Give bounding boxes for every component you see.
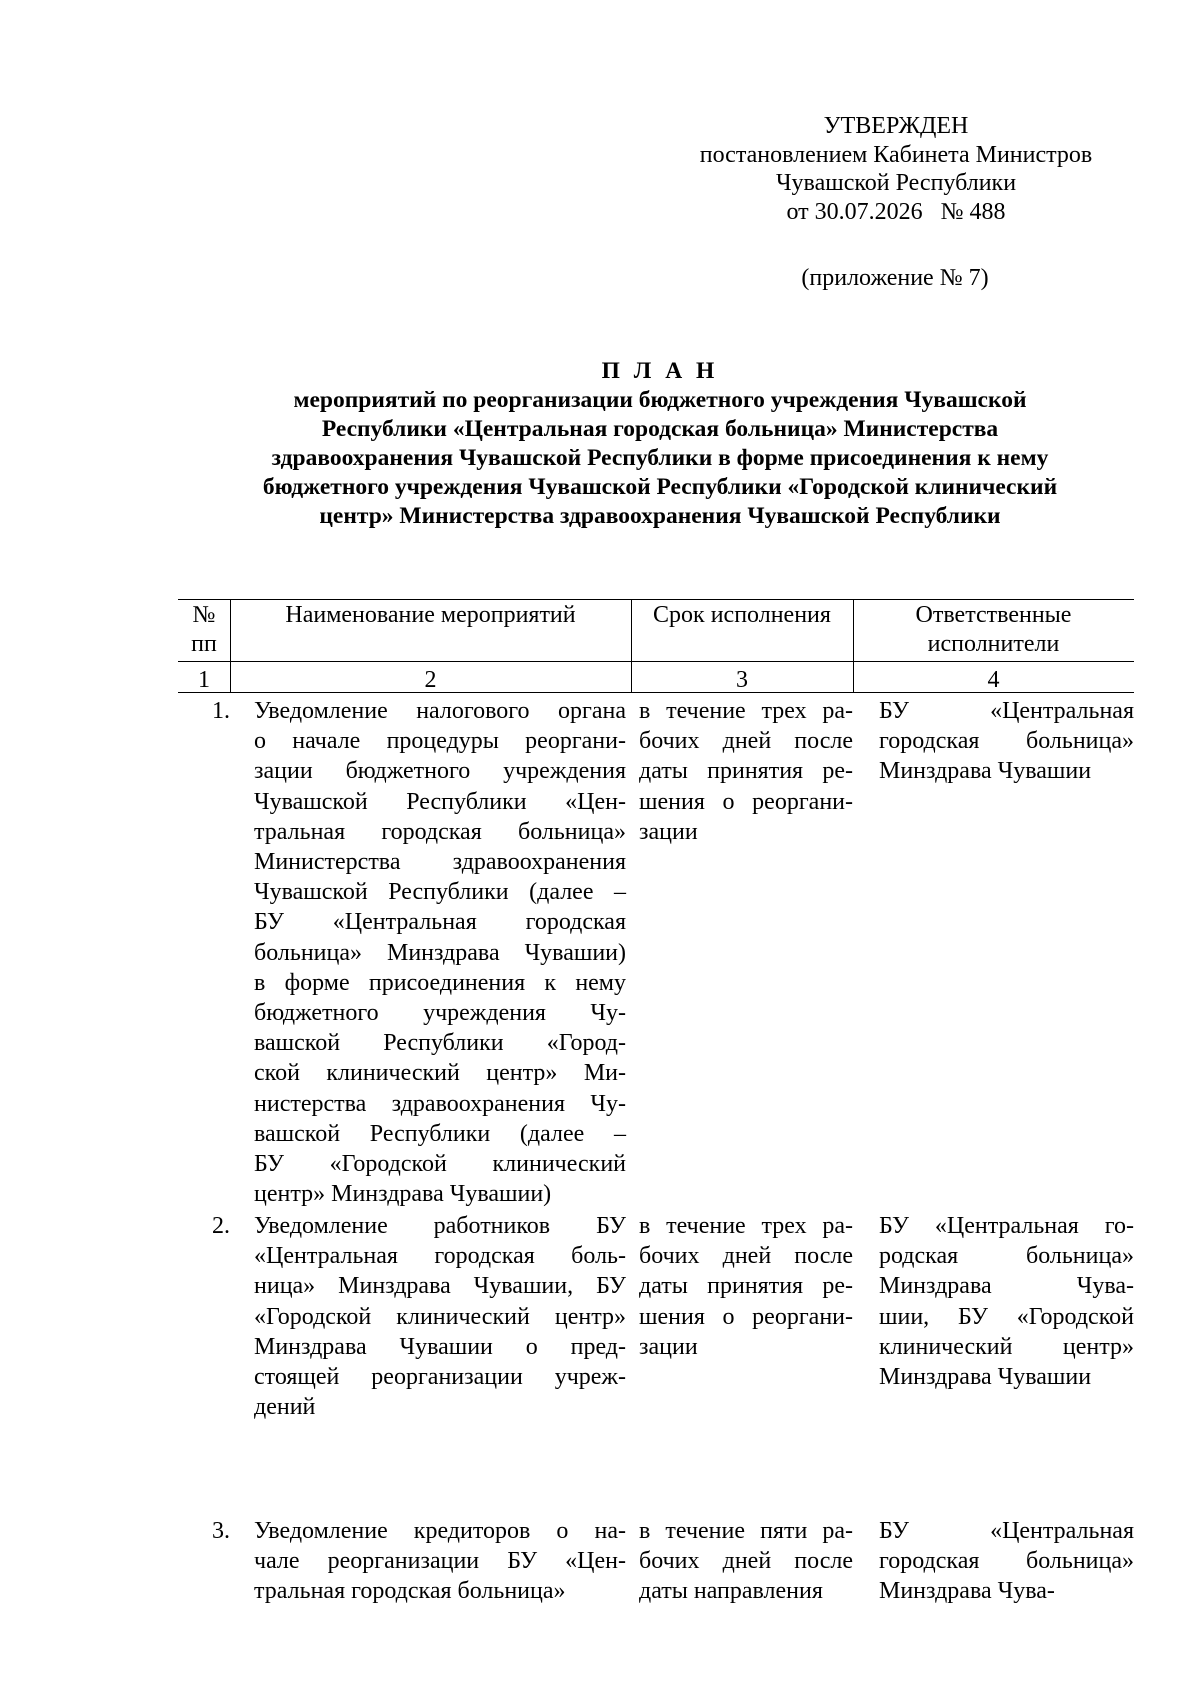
cell-line: в течение трех ра- — [639, 1213, 853, 1239]
cell-line: бочих дней после — [639, 728, 853, 755]
header-term: Срок исполнения — [653, 602, 831, 628]
title-line: Республики «Центральная городская больница» Министерства — [321, 416, 999, 442]
cell-line: стоящей реорганизации учреж- — [254, 1364, 626, 1391]
cell-line: бочих дней после — [639, 1548, 853, 1575]
approval-line: УТВЕРЖДЕН — [823, 113, 969, 139]
approval-line: постановлением Кабинета Министров — [699, 141, 1093, 168]
cell-line: Уведомление налогового органа — [254, 698, 626, 724]
cell-line: Уведомление работников БУ — [254, 1213, 626, 1239]
header-num-line: № — [192, 602, 216, 628]
row-activity — [254, 696, 626, 1209]
cell-line: Чувашской Республики «Цен- — [254, 788, 626, 815]
cell-line: шии, БУ «Городской — [879, 1303, 1134, 1330]
cell-line: в течение трех ра- — [639, 698, 853, 724]
header-resp-line: Ответственные — [915, 602, 1072, 628]
cell-line: Министерства здравоохранения — [254, 849, 626, 876]
row-number: 1. — [212, 698, 230, 724]
cell-line: городская больница» — [879, 728, 1134, 755]
cell-line: Чувашской Республики (далее – — [254, 879, 626, 906]
approval-stamp — [676, 112, 1116, 226]
cell-line: нистерства здравоохранения Чу- — [254, 1090, 626, 1117]
cell-line: Уведомление кредиторов о на- — [254, 1518, 626, 1544]
row-responsible — [879, 1211, 1134, 1392]
cell-line: БУ «Центральная — [879, 1518, 1134, 1544]
cell-line: чале реорганизации БУ «Цен- — [254, 1548, 626, 1575]
cell-line: БУ «Городской клинический — [254, 1151, 626, 1178]
cell-line: больница» Минздрава Чувашии) — [254, 939, 626, 966]
cell-line: бочих дней после — [639, 1243, 853, 1270]
cell-line: даты направления — [639, 1578, 823, 1605]
header-num-line: пп — [191, 631, 217, 657]
cell-line: ской клинический центр» Ми- — [254, 1060, 626, 1087]
column-number: 3 — [736, 667, 748, 693]
cell-line: городская больница» — [879, 1548, 1134, 1575]
table-rule-header — [178, 661, 1134, 662]
cell-line: Минздрава Чувашии — [879, 758, 1092, 785]
title-line: центр» Министерства здравоохранения Чувашской Республики — [319, 503, 1001, 529]
title-line: бюджетного учреждения Чувашской Республики «Городской клинический — [262, 474, 1058, 500]
approval-line: Чувашской Республики — [775, 170, 1017, 196]
title-heading: П Л А Н — [601, 358, 719, 384]
cell-line: БУ «Центральная городская — [254, 909, 626, 936]
cell-line: в форме присоединения к нему — [254, 969, 626, 996]
row-deadline — [639, 1211, 853, 1362]
cell-line: тральная городская больница» — [254, 1578, 566, 1605]
cell-line: центр» Минздрава Чувашии) — [254, 1181, 552, 1208]
plan-table — [178, 599, 1134, 1698]
row-activity — [254, 1516, 626, 1607]
cell-line: бюджетного учреждения Чу- — [254, 1000, 626, 1027]
cell-line: даты принятия ре- — [639, 1273, 853, 1300]
header-num — [178, 601, 230, 659]
cell-line: вашской Республики (далее – — [254, 1120, 626, 1147]
row-deadline — [639, 696, 853, 847]
cell-line: родская больница» — [879, 1243, 1134, 1270]
cell-line: зации — [639, 1333, 698, 1360]
header-resp-line: исполнители — [927, 631, 1060, 657]
cell-line: Минздрава Чувашии — [879, 1364, 1092, 1391]
cell-line: шения о реоргани- — [639, 1303, 853, 1330]
document-title — [180, 357, 1140, 531]
row-deadline — [639, 1516, 853, 1607]
cell-line: клинический центр» — [879, 1333, 1134, 1360]
cell-line: ница» Минздрава Чувашии, БУ — [254, 1273, 626, 1300]
cell-line: даты принятия ре- — [639, 758, 853, 785]
cell-line: зации — [639, 818, 698, 845]
cell-line: зации бюджетного учреждения — [254, 758, 626, 785]
cell-line: шения о реоргани- — [639, 788, 853, 815]
row-activity — [254, 1211, 626, 1422]
cell-line: тральная городская больница» — [254, 818, 626, 845]
cell-line: «Центральная городская боль- — [254, 1243, 626, 1270]
cell-line: БУ «Центральная го- — [879, 1213, 1134, 1239]
cell-line: БУ «Центральная — [879, 698, 1134, 724]
title-line: здравоохранения Чувашской Республики в форме присоединения к нему — [271, 445, 1049, 471]
cell-line: Минздрава Чувашии о пред- — [254, 1333, 626, 1360]
cell-line: «Городской клинический центр» — [254, 1303, 626, 1330]
cell-line: дений — [254, 1394, 316, 1421]
header-resp — [853, 601, 1134, 659]
column-number: 4 — [987, 667, 1000, 693]
approval-line: от 30.07.2026 № 488 — [786, 198, 1006, 225]
column-number: 1 — [198, 667, 210, 693]
row-responsible — [879, 1516, 1134, 1607]
cell-line: вашской Республики «Город- — [254, 1030, 626, 1057]
column-number: 2 — [424, 667, 437, 693]
row-number: 3. — [212, 1518, 230, 1544]
cell-line: о начале процедуры реоргани- — [254, 728, 626, 755]
cell-line: Минздрава Чува- — [879, 1578, 1055, 1605]
row-responsible — [879, 696, 1134, 787]
header-name: Наименование мероприятий — [285, 602, 576, 628]
table-rule-top — [178, 599, 1134, 600]
title-line: мероприятий по реорганизации бюджетного учреждения Чувашской — [293, 387, 1027, 413]
cell-line: Минздрава Чува- — [879, 1273, 1134, 1300]
row-number: 2. — [212, 1213, 230, 1239]
appendix-note: (приложение № 7) — [801, 265, 989, 291]
cell-line: в течение пяти ра- — [639, 1518, 853, 1544]
